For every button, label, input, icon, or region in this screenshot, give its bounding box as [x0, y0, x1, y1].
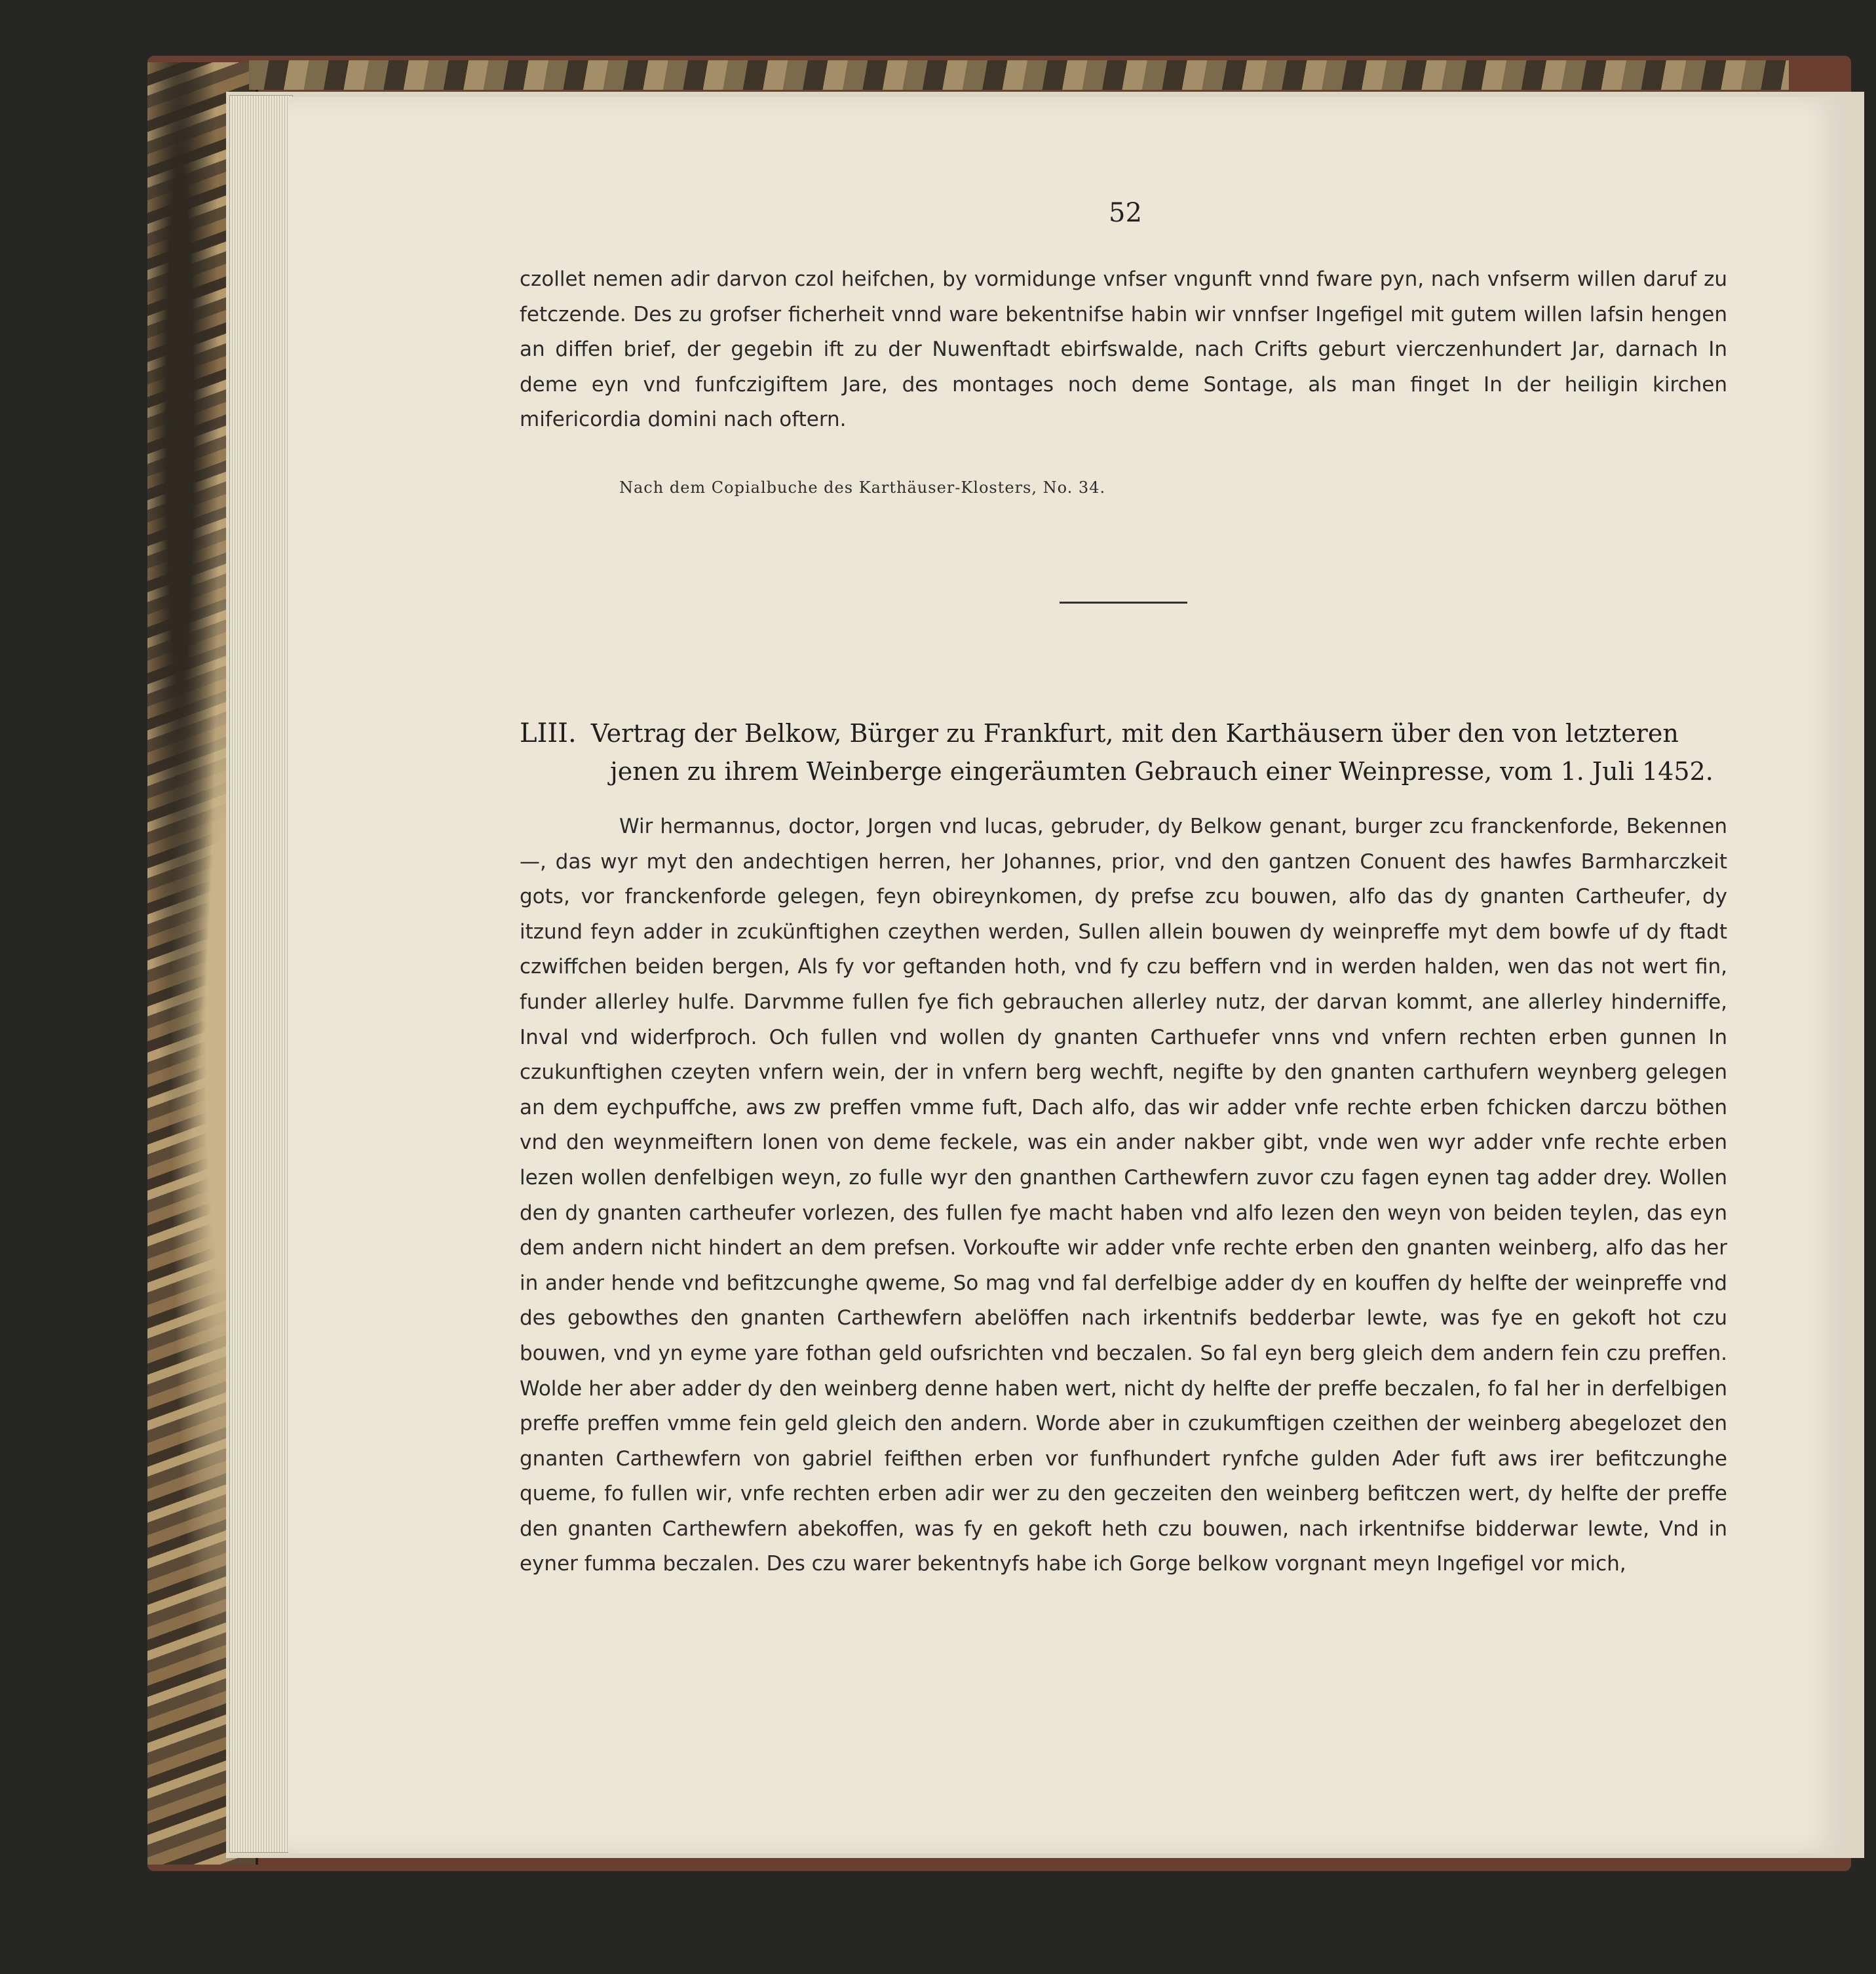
intro-paragraph	[520, 262, 1727, 438]
heading-number: LIII.	[520, 718, 577, 748]
source-note: Nach dem Copialbuche des Karthäuser-Klosters, No. 34.	[619, 478, 1106, 497]
heading-line-2: jenen zu ihrem Weinberge eingeräumten Gebrauch einer Weinpresse, vom 1. Juli 1452.	[610, 757, 1713, 786]
page-number: 52	[1109, 198, 1142, 228]
page-edges	[229, 95, 293, 1853]
body-text: Wir hermannus, doctor, Jorgen vnd lucas, gebruder, dy Belkow genant, burger zcu franckenforde, Bekennen —, das wyr myt den andechtigen herren, her Johannes, prior, vnd den gantzen Conuent des hawfes Barmharczkeit gots, vor franckenforde gelegen, feyn obireynkomen, dy prefse zcu bouwen, alfo das dy gnanten Cartheufer, dy itzund feyn adder in zcukünftighen czeythen werden, Sullen allein bouwen dy weinpreffe myt dem bowfe uf dy ftadt czwiffchen beiden bergen, Als fy vor geftanden hoth, vnd fy czu beffern vnd in werden halden, wen das not wert fin, funder allerley hulfe. Darvmme fullen fye fich gebrauchen allerley nutz, der darvan kommt, ane allerley hinderniffe, Inval vnd widerfproch. Och fullen vnd wollen dy gnanten Carthuefer vnns vnd vnfern rechten erben gunnen In czukunftighen czeyten vnfern wein, der in vnfern berg wechft, negifte by den gnanten carthufern weynberg gelegen an dem eychpuffche, aws zw preffen vmme fuft, Dach alfo, das wir adder vnfe rechte erben fchicken darczu böthen vnd den weynmeiftern lonen von deme feckele, was ein ander nakber gibt, vnde wen wyr adder vnfe rechte erben lezen wollen denfelbigen weyn, zo fulle wyr den gnanthen Carthewfern zuvor czu fagen eynen tag adder drey. Wollen den dy gnanten cartheufer vorlezen, des fullen fye macht haben vnd alfo lezen den weyn von beiden teylen, das eyn dem andern nicht hindert an dem prefsen. Vorkoufte wir adder vnfe rechte erben den gnanten weinberg, alfo das her in ander hende vnd befitzcunghe qweme, So mag vnd fal derfelbige adder dy en kouffen dy helfte der weinpreffe vnd des gebowthes den gnanten Carthewfern abelöffen nach irkentnifs bedderbar lewte, was fye en gekoft hot czu bouwen, vnd yn eyme yare fothan geld oufsrichten vnd beczalen. So fal eyn berg gleich dem andern fein czu preffen. Wolde her aber adder dy den weinberg denne haben wert, nicht dy helfte der preffe beczalen, fo fal her in derfelbigen preffe preffen vmme fein geld gleich den andern. Worde aber in czukumftigen czeithen der weinberg abegelozet den gnanten Carthewfern von gabriel feifthen erben vor funfhundert rynfche gulden Ader fuft aws irer befitczunghe queme, fo fullen wir, vnfe rechten erben adir wer zu den geczeiten den weinberg befitczen wert, dy helfte der preffe den gnanten Carthewfern abekoffen, was fy en gekoft heth czu bouwen, nach irkentnifse bidderwar lewte, Vnd in eyner fumma beczalen. Des czu warer bekentnyfs habe ich Gorge belkow vorgnant meyn Ingefigel vor mich,	[520, 815, 1727, 1576]
heading-line-1: Vertrag der Belkow, Bürger zu Frankfurt, mit den Karthäusern über den von letzteren	[590, 719, 1679, 748]
section-divider	[1060, 602, 1187, 604]
intro-text: czollet nemen adir darvon czol heifchen, by vormidunge vnfser vngunft vnnd fware pyn, nach vnfserm willen daruf zu fetczende. Des zu grofser ficherheit vnnd ware bekentnifse habin wir vnnfser Ingefigel mit gutem willen lafsin hengen an diffen brief, der gegebin ift zu der Nuwenftadt ebirfswalde, nach Crifts geburt vierczenhundert Jar, darnach In deme eyn vnd funfczigiftem Jare, des montages noch deme Sontage, als man finget In der heiligin kirchen mifericordia domini nach oftern.	[520, 267, 1727, 431]
document-body	[520, 809, 1727, 1582]
marbled-top-edge	[249, 60, 1789, 90]
section-heading	[520, 714, 1727, 790]
